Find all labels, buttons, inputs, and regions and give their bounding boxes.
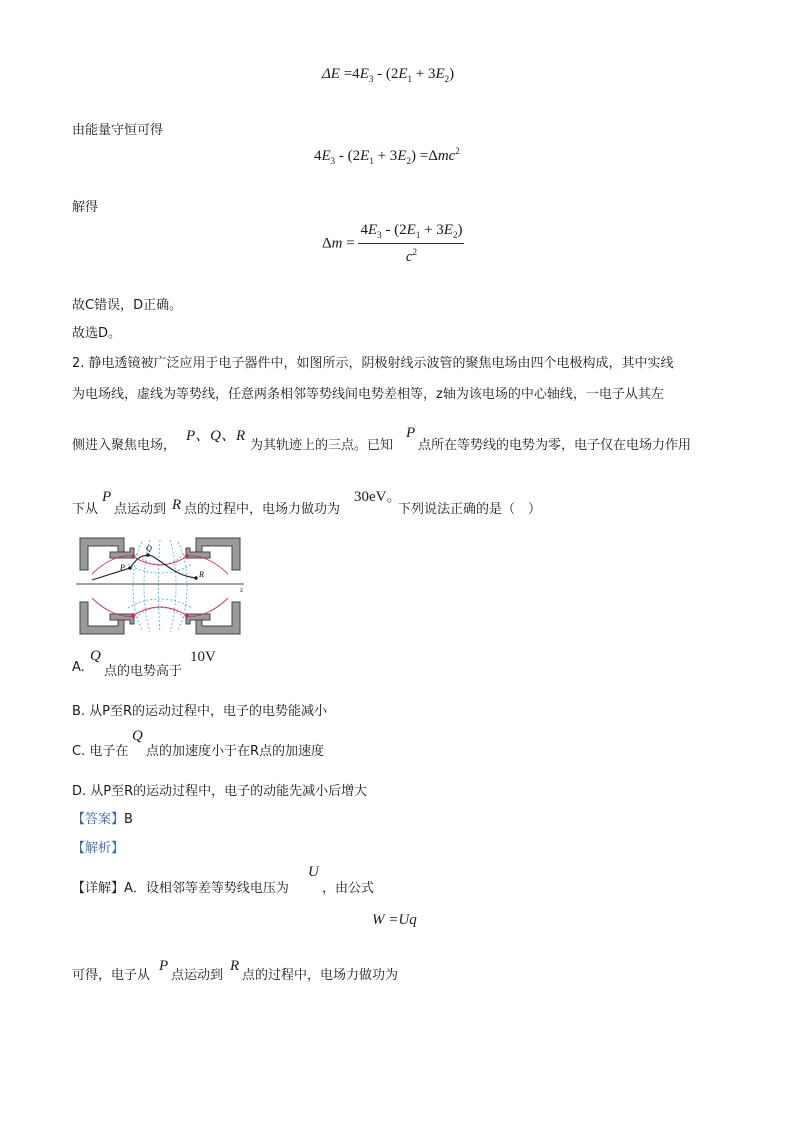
answer-tag: 【答案】 — [72, 812, 125, 827]
equation-delta-m: Δm = $\frac{4E_3 - (2E_1 + 3E_2)}{c^2}$ — [322, 222, 463, 265]
option-a-q: Q — [90, 648, 101, 664]
equipotential-lines — [128, 540, 192, 632]
option-a-prefix: A. — [72, 660, 85, 675]
detail-text-a: A．设相邻等差等势线电压为 — [124, 881, 289, 896]
detail-line — [72, 877, 289, 896]
point-p-figure-label: P — [120, 563, 125, 572]
delta-m-fraction: $\frac{4E_3 - (2E_1 + 3E_2)}{c^2}$ — [360, 222, 463, 265]
final-part-b: 点运动到 — [171, 968, 224, 983]
detail-u: U — [308, 864, 319, 880]
option-c-text: 点的加速度小于在R点的加速度 — [146, 744, 325, 759]
option-c-q: Q — [132, 728, 143, 744]
option-c-prefix: C. 电子在 — [72, 744, 129, 759]
q2-line4-p: P — [102, 489, 112, 505]
analysis-tag: 【解析】 — [72, 841, 125, 856]
q2-line3-part-b: 为其轨迹上的三点。已知 — [250, 438, 394, 453]
conclusion-line-1: 故C错误，D正确。 — [72, 298, 183, 313]
q2-line3-part-c: 点所在等势线的电势为零，电子仅在电场力作用 — [418, 438, 692, 453]
points-pqr: P、Q、R — [186, 428, 246, 444]
point-r — [194, 576, 198, 580]
point-r-figure-label: R — [199, 570, 204, 579]
point-q-figure-label: Q — [146, 544, 152, 553]
final-part-a: 可得，电子从 — [72, 968, 151, 983]
solve-line: 解得 — [72, 200, 99, 215]
option-b: B. 从P至R的运动过程中，电子的电势能减小 — [72, 704, 328, 719]
q2-line4-part-a: 下从 — [72, 502, 99, 517]
final-p: P — [159, 958, 169, 974]
electrostatic-lens-figure — [72, 534, 248, 638]
option-d: D. 从P至R的运动过程中，电子的动能先减小后增大 — [72, 784, 368, 799]
energy-conservation-line: 由能量守恒可得 — [72, 123, 164, 138]
q2-line3-part-a: 侧进入聚焦电场， — [72, 438, 177, 453]
detail-tag: 【详解】 — [72, 881, 125, 896]
question-2-line-3 — [72, 434, 176, 453]
field-lines — [92, 556, 228, 617]
z-axis-label: z — [240, 586, 244, 594]
conclusion-line-2: 故选D。 — [72, 326, 122, 341]
point-q — [146, 553, 150, 557]
final-part-c: 点的过程中，电场力做功为 — [242, 968, 399, 983]
q2-line4-part-b: 点运动到 — [114, 502, 167, 517]
final-r: R — [230, 958, 240, 974]
option-a-value: 10V — [190, 649, 216, 665]
equation-delta-e: $\Delta E =4E_3 - (2E_1 + 3E_2)$ — [322, 66, 455, 84]
equation-w-uq: W =Uq — [372, 912, 417, 928]
q2-line4-part-e: 下列说法正确的是（ ） — [398, 502, 542, 517]
option-a-text: 点的电势高于 — [104, 664, 183, 679]
detail-text-b: ，由公式 — [322, 881, 375, 896]
point-p-label: P — [406, 425, 416, 441]
question-2-line-1: 2. 静电透镜被广泛应用于电子器件中，如图所示，阴极射线示波管的聚焦电场由四个电极构成，其中实线 — [72, 356, 674, 371]
question-2-line-2: 为电场线，虚线为等势线，任意两条相邻等势线间电势差相等，z轴为该电场的中心轴线，一电子从其左 — [72, 387, 664, 402]
point-p — [128, 566, 132, 570]
answer-value: B — [124, 812, 133, 827]
answer-line — [72, 808, 133, 827]
q2-line4-r: R — [172, 497, 182, 513]
equation-energy-mass: $4E_3 - (2E_1 + 3E_2) =\Delta mc^2$ — [314, 146, 460, 166]
q2-line4-part-d: 点的过程中，电场力做功为 — [184, 502, 341, 517]
work-value: 30eV。 — [354, 489, 402, 505]
